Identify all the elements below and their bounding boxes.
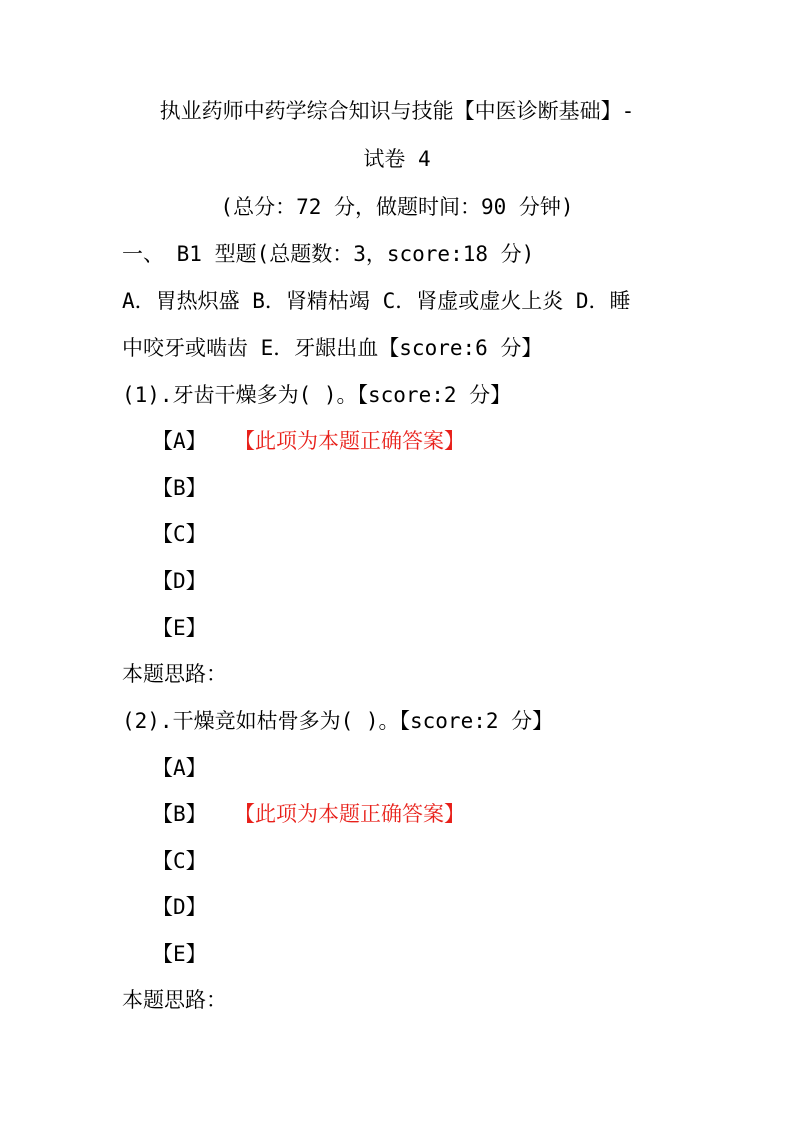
correct-answer-note: 【此项为本题正确答案】: [234, 802, 465, 826]
analysis-label: 本题思路：: [122, 662, 227, 686]
option-label: 【C】: [152, 522, 207, 546]
answer-option-a: [152, 754, 234, 782]
option-label: 【B】: [152, 802, 207, 826]
answer-option-c: [152, 847, 234, 875]
answer-option-b: [152, 474, 234, 502]
option-label: 【D】: [152, 569, 207, 593]
exam-subtitle: (总分：72 分，做题时间：90 分钟): [220, 195, 574, 219]
answer-option-c: [152, 520, 234, 548]
option-label: 【C】: [152, 849, 207, 873]
correct-answer-note: 【此项为本题正确答案】: [234, 429, 465, 453]
shared-options-line-1: A．胃热炽盛 B．肾精枯竭 C．肾虚或虚火上炎 D．睡: [122, 289, 631, 313]
answer-option-e: [152, 614, 234, 642]
question-stem: (1).牙齿干燥多为( )。【score:2 分】: [122, 383, 512, 407]
option-label: 【B】: [152, 476, 207, 500]
question-stem: (2).干燥竞如枯骨多为( )。【score:2 分】: [122, 709, 554, 733]
option-label: 【A】: [152, 756, 207, 780]
title-line-1: 执业药师中药学综合知识与技能【中医诊断基础】-: [159, 99, 635, 123]
answer-option-a: [152, 427, 465, 455]
answer-option-e: [152, 940, 234, 968]
option-label: 【E】: [152, 616, 207, 640]
answer-option-d: [152, 567, 234, 595]
answer-option-d: [152, 893, 234, 921]
section-heading: 一、 B1 型题(总题数：3，score:18 分): [122, 242, 535, 266]
title-line-2: 试卷 4: [363, 147, 431, 171]
option-label: 【E】: [152, 942, 207, 966]
answer-option-b: [152, 800, 465, 828]
option-label: 【D】: [152, 895, 207, 919]
analysis-label: 本题思路：: [122, 988, 227, 1012]
shared-options-line-2: 中咬牙或啮齿 E．牙龈出血【score:6 分】: [122, 336, 543, 360]
option-label: 【A】: [152, 429, 207, 453]
